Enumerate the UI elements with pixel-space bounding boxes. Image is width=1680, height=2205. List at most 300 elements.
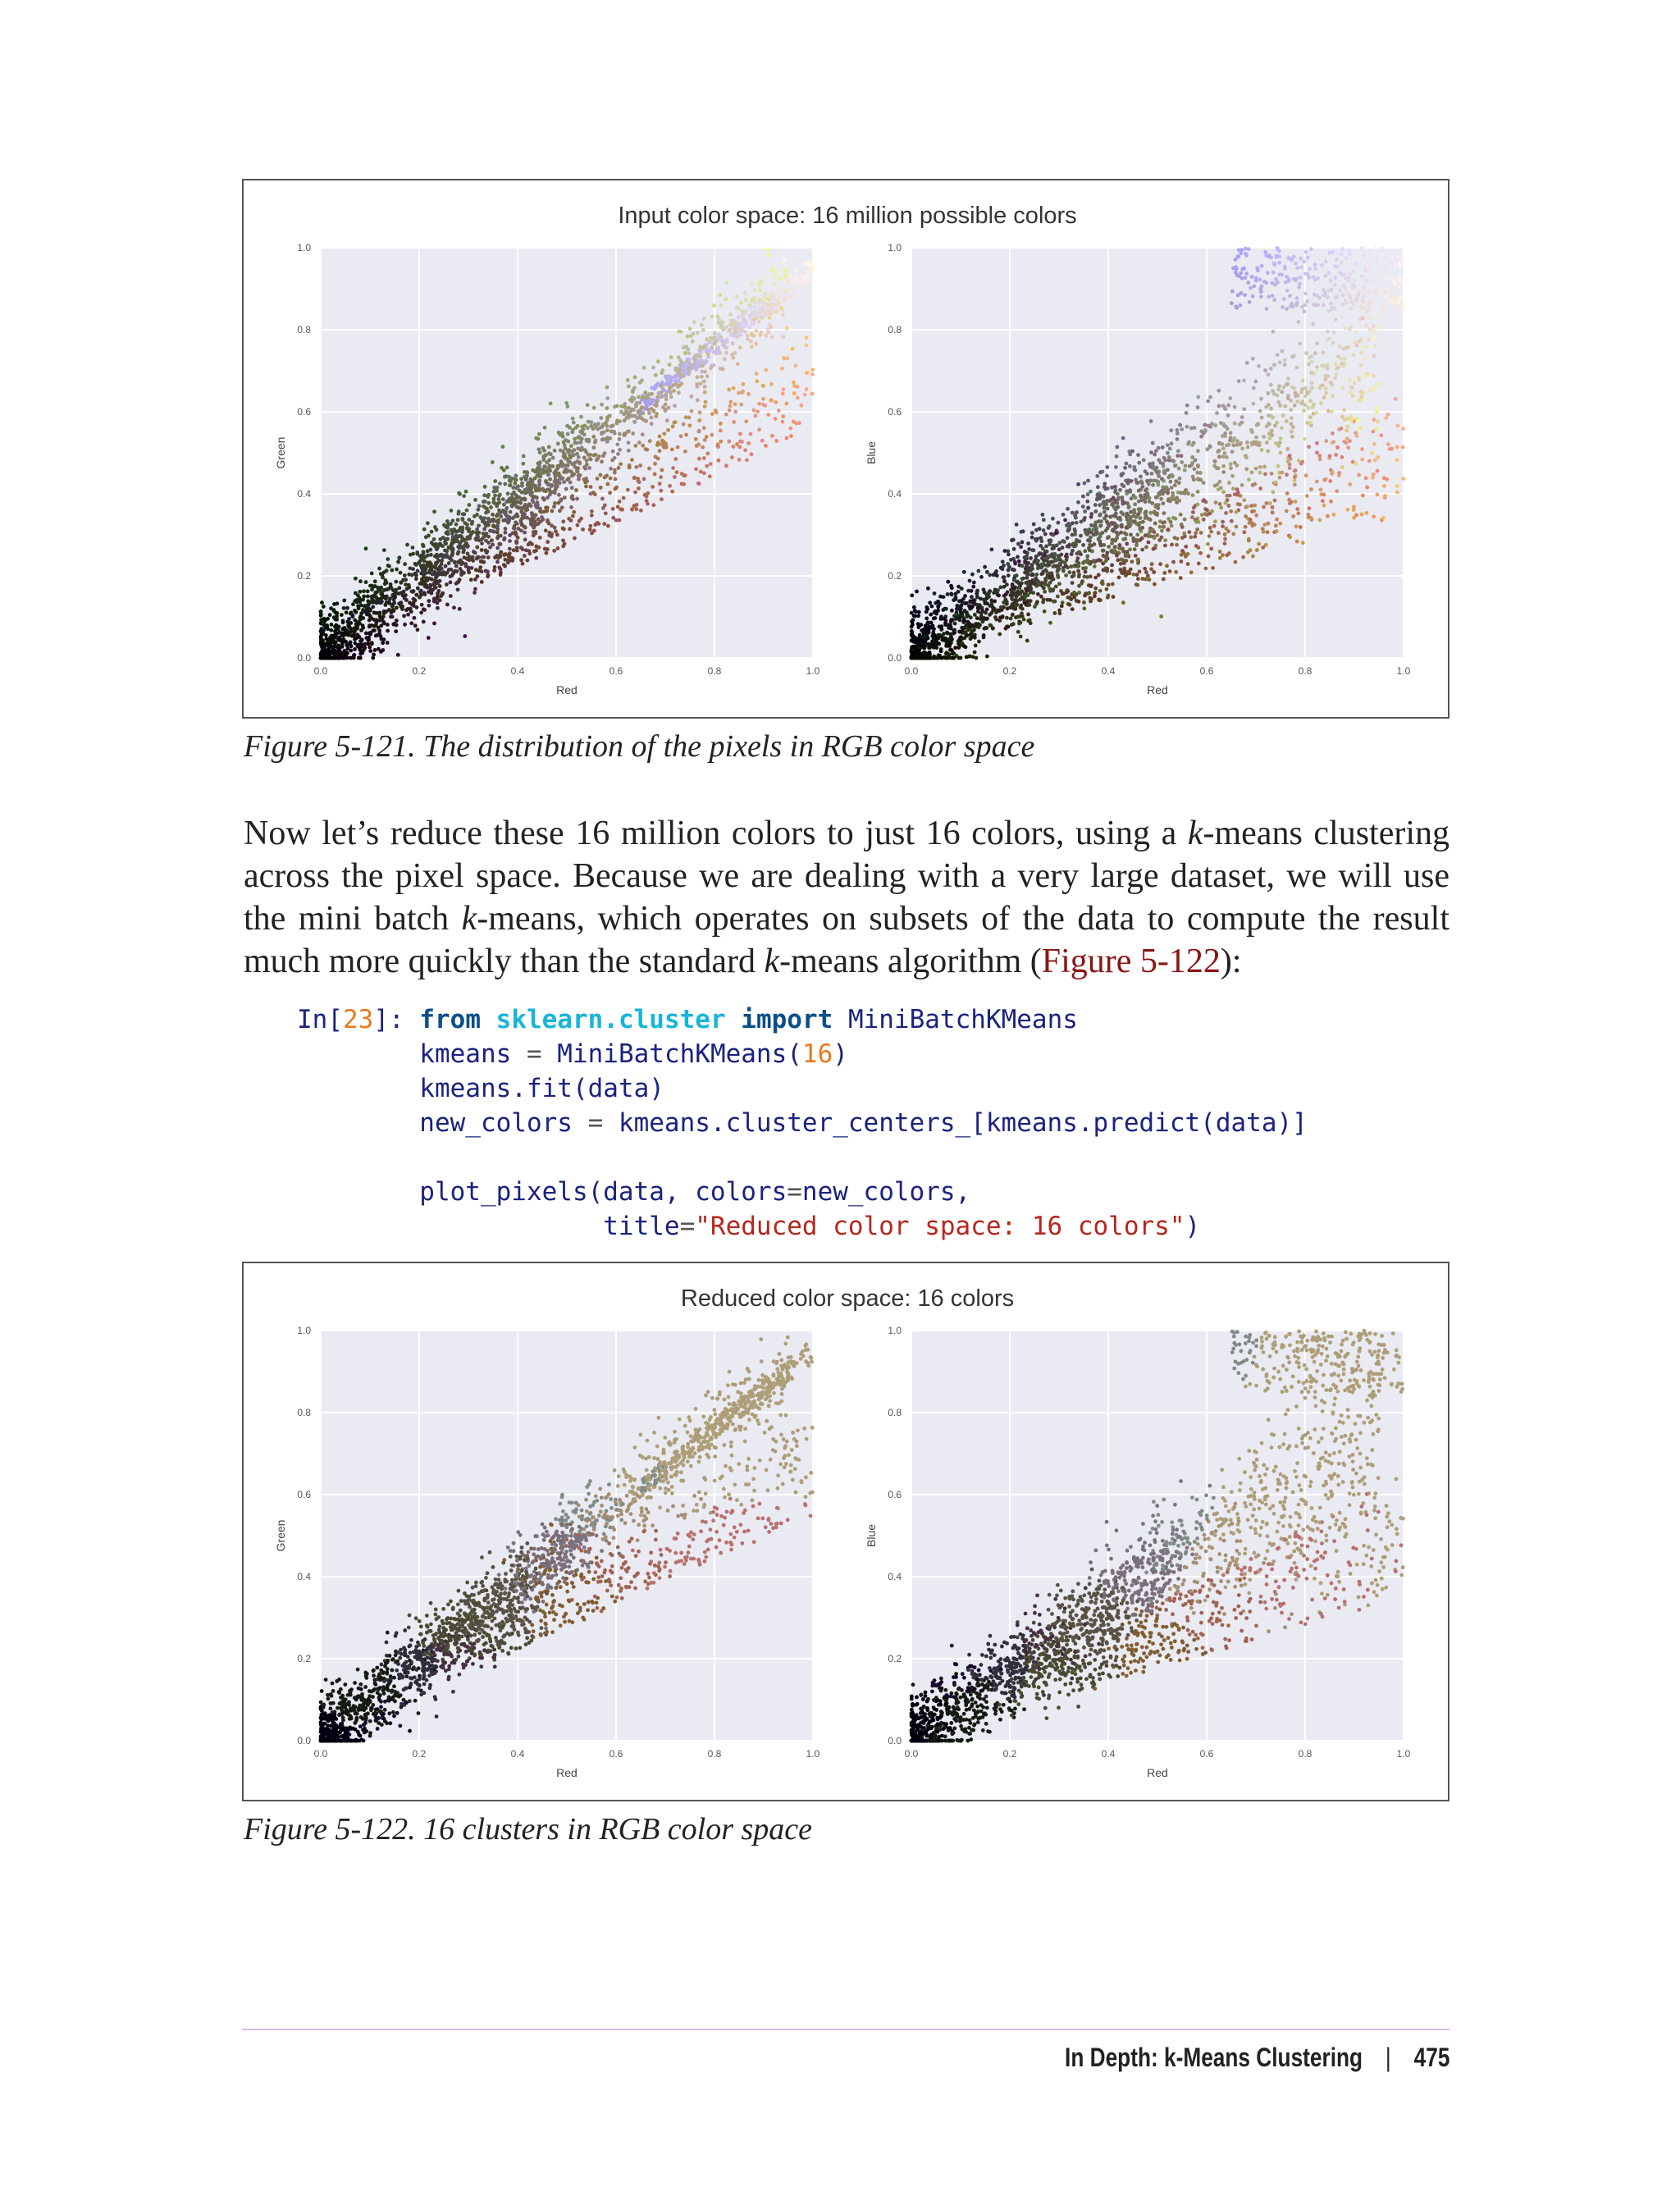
scatter-point — [1111, 528, 1115, 532]
scatter-point — [687, 357, 691, 361]
scatter-point — [1156, 483, 1160, 487]
scatter-point — [759, 281, 763, 285]
scatter-point — [335, 601, 339, 605]
scatter-point — [660, 390, 664, 395]
scatter-point — [951, 618, 955, 622]
scatter-point — [737, 307, 741, 311]
scatter-point — [522, 454, 526, 459]
scatter-point — [1186, 442, 1190, 446]
scatter-point — [984, 626, 988, 630]
scatter-point — [1022, 618, 1026, 622]
scatter-point — [1401, 477, 1405, 481]
scatter-point — [1349, 326, 1353, 330]
scatter-point — [486, 495, 490, 499]
scatter-point — [1275, 421, 1279, 425]
scatter-point — [359, 645, 363, 649]
scatter-point — [1144, 578, 1148, 582]
scatter-point — [372, 600, 376, 605]
scatter-point — [1076, 500, 1080, 504]
scatter-point — [573, 536, 577, 541]
scatter-point — [377, 619, 381, 623]
scatter-point — [449, 594, 453, 598]
scatter-point — [1045, 564, 1049, 568]
scatter-point — [1179, 559, 1183, 564]
scatter-point — [429, 588, 433, 592]
scatter-point — [1103, 559, 1107, 564]
scatter-point — [1125, 462, 1129, 466]
scatter-point — [1092, 542, 1096, 546]
scatter-panel-green — [274, 242, 820, 696]
scatter-point — [473, 536, 477, 541]
scatter-point — [399, 600, 403, 605]
scatter-point — [1274, 523, 1278, 527]
scatter-point — [396, 559, 400, 564]
scatter-point — [467, 570, 471, 574]
scatter-point — [397, 556, 401, 560]
scatter-point — [933, 616, 937, 620]
scatter-point — [680, 472, 684, 476]
scatter-point — [1235, 439, 1239, 443]
scatter-point — [1228, 494, 1232, 498]
scatter-point — [558, 509, 562, 513]
scatter-point — [789, 278, 793, 282]
scatter-point — [541, 468, 546, 472]
scatter-point — [1254, 380, 1258, 384]
scatter-point — [1221, 520, 1225, 524]
scatter-point — [728, 322, 733, 326]
scatter-point — [596, 427, 600, 431]
scatter-point — [525, 508, 529, 512]
scatter-point — [577, 455, 581, 459]
scatter-point — [617, 466, 621, 470]
scatter-point — [1297, 285, 1301, 290]
scatter-point — [724, 281, 728, 285]
scatter-point — [785, 326, 789, 331]
scatter-point — [682, 422, 686, 427]
scatter-point — [410, 573, 414, 578]
scatter-point — [743, 448, 747, 452]
scatter-point — [719, 304, 723, 308]
scatter-point — [370, 641, 374, 646]
scatter-point — [979, 575, 984, 579]
scatter-point — [664, 397, 669, 401]
scatter-point — [1110, 569, 1114, 573]
scatter-point — [1121, 436, 1125, 441]
scatter-point — [1398, 262, 1402, 266]
scatter-point — [475, 546, 479, 550]
scatter-point — [1375, 407, 1379, 411]
scatter-point — [1144, 509, 1148, 514]
scatter-point — [1136, 561, 1140, 565]
scatter-point — [588, 457, 592, 461]
scatter-point — [1150, 562, 1154, 566]
scatter-point — [764, 311, 768, 315]
scatter-point — [1217, 480, 1221, 484]
scatter-point — [733, 410, 737, 414]
scatter-point — [1102, 510, 1107, 514]
scatter-point — [425, 564, 429, 568]
scatter-point — [1102, 485, 1107, 489]
scatter-point — [712, 304, 716, 308]
scatter-point — [768, 322, 772, 326]
scatter-point — [617, 437, 621, 441]
scatter-point — [1285, 307, 1289, 311]
scatter-point — [555, 479, 559, 483]
scatter-point — [331, 645, 335, 649]
scatter-point — [1324, 259, 1328, 263]
scatter-point — [1208, 534, 1212, 538]
scatter-point — [1174, 463, 1178, 468]
y-tick-label: 0.6 — [888, 406, 902, 418]
scatter-point — [523, 531, 527, 535]
scatter-point — [1030, 531, 1034, 535]
scatter-point — [1260, 448, 1264, 452]
scatter-point — [1321, 383, 1325, 387]
scatter-point — [669, 391, 673, 395]
scatter-point — [1329, 302, 1333, 306]
scatter-point — [518, 501, 523, 505]
scatter-point — [322, 605, 326, 609]
scatter-point — [547, 445, 551, 449]
scatter-point — [1089, 490, 1093, 494]
scatter-point — [615, 419, 619, 423]
scatter-point — [1235, 463, 1239, 468]
scatter-point — [975, 616, 979, 620]
scatter-point — [363, 604, 367, 608]
scatter-point — [386, 623, 390, 627]
scatter-point — [758, 298, 762, 302]
scatter-point — [503, 564, 507, 568]
scatter-point — [449, 528, 453, 532]
scatter-point — [579, 441, 583, 445]
scatter-point — [516, 527, 520, 531]
scatter-point — [710, 412, 714, 416]
scatter-point — [791, 347, 795, 351]
scatter-point — [697, 418, 701, 422]
scatter-point — [549, 452, 553, 456]
scatter-point — [1352, 508, 1356, 512]
scatter-point — [507, 555, 511, 559]
scatter-point — [724, 351, 728, 355]
scatter-point — [608, 436, 612, 441]
scatter-point — [1162, 571, 1166, 575]
scatter-point — [1271, 271, 1276, 275]
scatter-point — [514, 540, 518, 544]
scatter-point — [1038, 551, 1042, 555]
scatter-point — [598, 473, 602, 477]
scatter-point — [1299, 390, 1303, 395]
scatter-point — [501, 497, 505, 501]
scatter-point — [354, 577, 358, 581]
scatter-point — [677, 390, 681, 395]
scatter-point — [1169, 428, 1173, 432]
scatter-point — [591, 435, 596, 439]
scatter-point — [1200, 513, 1204, 517]
scatter-point — [705, 464, 709, 468]
scatter-point — [1362, 253, 1366, 258]
scatter-point — [1053, 559, 1057, 563]
scatter-point — [547, 463, 551, 468]
scatter-point — [1029, 556, 1033, 560]
scatter-point — [1397, 285, 1401, 289]
scatter-point — [1354, 344, 1358, 348]
scatter-point — [769, 308, 774, 313]
scatter-point — [1207, 555, 1211, 559]
scatter-point — [441, 591, 445, 596]
scatter-point — [345, 643, 349, 647]
scatter-point — [326, 617, 330, 621]
scatter-point — [1020, 530, 1024, 534]
scatter-point — [381, 596, 385, 600]
scatter-point — [1225, 553, 1229, 557]
scatter-point — [1260, 416, 1264, 420]
scatter-point — [1079, 552, 1083, 556]
scatter-point — [1191, 475, 1195, 479]
scatter-point — [531, 479, 535, 483]
scatter-point — [1136, 513, 1140, 517]
y-tick-label: 0.4 — [888, 488, 902, 500]
scatter-point — [1346, 425, 1350, 429]
scatter-point — [1196, 405, 1200, 409]
scatter-point — [1375, 410, 1379, 414]
scatter-point — [475, 527, 479, 532]
scatter-point — [1331, 470, 1335, 474]
scatter-point — [1056, 595, 1060, 599]
scatter-point — [412, 604, 416, 608]
scatter-point — [1178, 423, 1182, 427]
scatter-point — [1125, 512, 1129, 516]
scatter-point — [603, 476, 607, 480]
scatter-point — [1071, 549, 1075, 553]
scatter-point — [588, 524, 592, 528]
scatter-point — [1042, 518, 1046, 522]
scatter-point — [490, 538, 494, 542]
scatter-point — [596, 422, 600, 426]
scatter-point — [1092, 559, 1096, 563]
scatter-point — [1163, 538, 1167, 542]
scatter-point — [1019, 634, 1023, 638]
scatter-point — [1301, 541, 1305, 545]
scatter-point — [808, 261, 812, 265]
scatter-point — [1340, 362, 1344, 366]
scatter-point — [347, 625, 351, 629]
scatter-point — [1358, 427, 1362, 431]
scatter-point — [372, 653, 376, 657]
scatter-point — [975, 656, 979, 660]
scatter-point — [1128, 524, 1132, 528]
scatter-point — [1217, 466, 1221, 470]
scatter-point — [407, 586, 411, 590]
scatter-point — [1242, 378, 1246, 382]
scatter-point — [1147, 578, 1151, 582]
scatter-point — [975, 589, 979, 593]
scatter-point — [505, 465, 509, 469]
scatter-point — [775, 285, 779, 290]
scatter-point — [691, 340, 695, 344]
scatter-point — [480, 541, 484, 546]
scatter-point — [1151, 483, 1155, 487]
scatter-point — [704, 400, 708, 404]
scatter-point — [680, 361, 684, 365]
scatter-point — [1074, 516, 1078, 520]
scatter-point — [1335, 372, 1339, 377]
scatter-point — [970, 605, 974, 609]
scatter-point — [1364, 476, 1368, 480]
scatter-point — [575, 452, 579, 456]
scatter-point — [766, 331, 770, 335]
scatter-point — [543, 426, 547, 430]
scatter-point — [985, 570, 989, 574]
scatter-point — [500, 466, 504, 470]
scatter-point — [514, 533, 518, 537]
scatter-point — [1344, 299, 1348, 303]
scatter-point — [544, 489, 548, 493]
scatter-point — [603, 451, 607, 455]
scatter-point — [700, 375, 704, 379]
scatter-point — [1005, 582, 1009, 587]
scatter-point — [1290, 430, 1294, 434]
scatter-point — [1247, 537, 1251, 541]
scatter-point — [777, 409, 781, 413]
scatter-point — [632, 420, 637, 424]
y-tick-label: 0.2 — [297, 570, 311, 582]
scatter-point — [482, 532, 486, 536]
y-tick-label: 0.2 — [888, 570, 902, 582]
scatter-point — [403, 596, 407, 600]
scatter-point — [781, 414, 785, 418]
scatter-point — [1162, 525, 1166, 529]
scatter-point — [441, 555, 445, 559]
scatter-point — [1048, 524, 1052, 528]
scatter-point — [1294, 366, 1299, 370]
scatter-point — [1379, 433, 1383, 437]
scatter-point — [683, 351, 687, 355]
scatter-point — [1362, 285, 1366, 289]
scatter-point — [465, 509, 469, 513]
scatter-point — [1063, 518, 1067, 523]
scatter-point — [1335, 258, 1339, 262]
scatter-point — [394, 629, 398, 633]
scatter-point — [536, 518, 540, 522]
scatter-point — [774, 439, 778, 443]
scatter-point — [504, 506, 509, 510]
scatter-point — [1288, 294, 1292, 298]
scatter-point — [792, 291, 797, 295]
scatter-point — [781, 391, 785, 395]
scatter-point — [1036, 592, 1040, 596]
scatter-point — [562, 527, 566, 532]
scatter-point — [797, 281, 801, 285]
scatter-point — [1144, 546, 1148, 550]
scatter-point — [739, 403, 743, 407]
scatter-point — [495, 502, 500, 506]
scatter-point — [1213, 459, 1217, 463]
scatter-point — [738, 345, 742, 349]
scatter-point — [435, 553, 439, 557]
scatter-point — [767, 298, 771, 302]
scatter-point — [358, 590, 362, 594]
scatter-point — [1249, 428, 1253, 432]
scatter-point — [1336, 366, 1340, 370]
scatter-point — [1351, 394, 1355, 398]
scatter-point — [427, 604, 431, 608]
scatter-point — [486, 573, 491, 578]
scatter-point — [596, 522, 600, 526]
scatter-point — [509, 483, 513, 487]
scatter-point — [1273, 499, 1277, 503]
scatter-point — [1151, 441, 1155, 445]
scatter-point — [703, 390, 707, 395]
scatter-point — [622, 496, 626, 500]
scatter-point — [1313, 351, 1317, 355]
scatter-point — [1264, 501, 1268, 505]
scatter-point — [328, 656, 332, 660]
scatter-point — [656, 381, 660, 386]
scatter-point — [537, 482, 541, 486]
scatter-point — [746, 334, 750, 338]
scatter-point — [522, 512, 526, 516]
scatter-point — [954, 617, 958, 621]
scatter-point — [1223, 451, 1227, 455]
scatter-point — [1001, 567, 1005, 571]
scatter-point — [660, 395, 664, 399]
scatter-point — [434, 576, 438, 580]
scatter-point — [1344, 326, 1348, 331]
scatter-point — [810, 392, 815, 396]
scatter-point — [1326, 514, 1330, 518]
scatter-point — [1088, 543, 1092, 547]
scatter-point — [1016, 590, 1020, 594]
scatter-point — [1230, 290, 1235, 294]
scatter-point — [988, 573, 992, 577]
scatter-point — [1176, 449, 1180, 453]
scatter-point — [412, 597, 416, 601]
scatter-point — [1208, 526, 1212, 530]
scatter-point — [1267, 372, 1271, 377]
scatter-point — [447, 561, 451, 565]
scatter-point — [640, 398, 644, 402]
scatter-point — [723, 340, 727, 345]
scatter-point — [1376, 326, 1381, 330]
scatter-point — [373, 648, 377, 652]
x-tick-label: 0.8 — [1298, 665, 1312, 677]
scatter-point — [1251, 555, 1255, 559]
scatter-point — [331, 634, 335, 638]
scatter-point — [1340, 455, 1344, 459]
scatter-point — [1359, 363, 1363, 368]
scatter-point — [1315, 441, 1319, 445]
scatter-point — [1240, 483, 1244, 487]
scatter-point — [1295, 507, 1299, 511]
scatter-point — [357, 656, 361, 660]
scatter-point — [1130, 559, 1134, 564]
scatter-point — [525, 473, 529, 477]
scatter-point — [1263, 368, 1267, 372]
scatter-point — [609, 477, 613, 481]
scatter-point — [1081, 566, 1085, 570]
scatter-point — [1233, 405, 1237, 409]
scatter-point — [1208, 425, 1212, 429]
scatter-point — [1299, 257, 1303, 261]
scatter-point — [1199, 531, 1203, 535]
scatter-point — [763, 275, 767, 279]
scatter-point — [1119, 557, 1123, 561]
scatter-point — [633, 444, 637, 448]
scatter-point — [491, 513, 495, 517]
scatter-point — [1052, 600, 1056, 604]
scatter-point — [1012, 547, 1016, 551]
scatter-point — [783, 280, 787, 284]
